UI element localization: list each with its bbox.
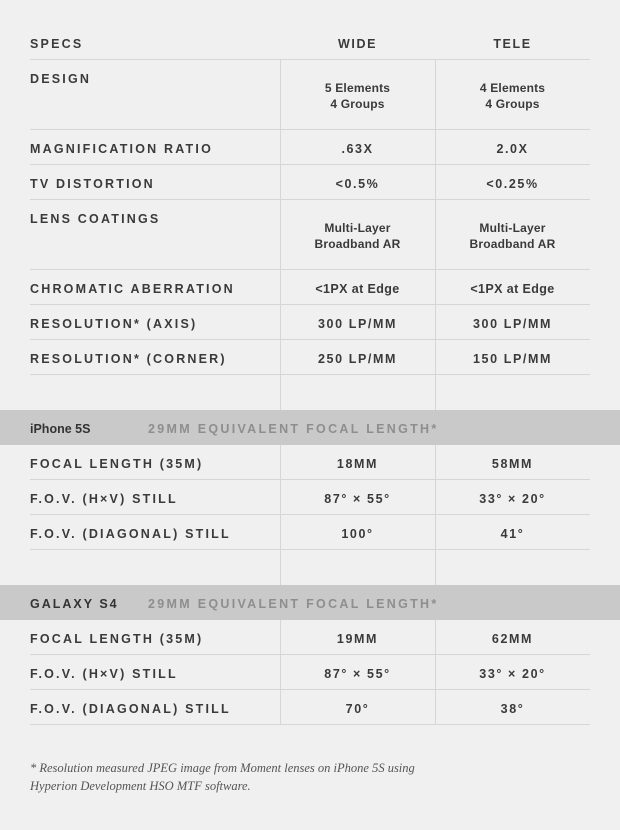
spec-label: TV DISTORTION: [30, 177, 155, 191]
spec-label: FOCAL LENGTH (35M): [30, 457, 204, 471]
wide-value: 87° × 55°: [324, 667, 391, 681]
tele-value: 62MM: [491, 632, 534, 646]
wide-value: 250 LP/MM: [318, 352, 397, 366]
wide-value: <1PX at Edge: [315, 282, 400, 296]
tele-value: 150 LP/MM: [473, 352, 552, 366]
spec-label: F.O.V. (DIAGONAL) STILL: [30, 702, 231, 716]
spec-row-magnification: [30, 130, 590, 165]
spec-label: F.O.V. (H×V) STILL: [30, 492, 178, 506]
wide-value: 19MM: [336, 632, 379, 646]
tele-value: 41°: [500, 527, 525, 541]
specs-header-label: SPECS: [30, 37, 84, 51]
spec-row-resolution-corner: [30, 340, 590, 375]
iphone-row-fov-diagonal: [30, 515, 590, 550]
wide-value: 18MM: [336, 457, 379, 471]
spec-row-resolution-axis: [30, 305, 590, 340]
tele-value: <1PX at Edge: [470, 282, 555, 296]
wide-value: 100°: [341, 527, 374, 541]
spec-label: FOCAL LENGTH (35M): [30, 632, 204, 646]
equivalent-focal-length: 29MM EQUIVALENT FOCAL LENGTH*: [148, 422, 439, 436]
spec-label: RESOLUTION* (AXIS): [30, 317, 198, 331]
wide-value: 87° × 55°: [324, 492, 391, 506]
spec-label: F.O.V. (DIAGONAL) STILL: [30, 527, 231, 541]
galaxy-section-header: [0, 585, 620, 620]
wide-column-header: WIDE: [337, 37, 378, 51]
spec-label: LENS COATINGS: [30, 212, 161, 226]
wide-value: .63X: [341, 142, 374, 156]
footnote: [30, 759, 510, 795]
spec-row-design: [30, 60, 590, 130]
wide-value: <0.5%: [335, 177, 380, 191]
specs-header-row: [30, 25, 590, 60]
tele-value: 38°: [500, 702, 525, 716]
tele-column-header: TELE: [493, 37, 532, 51]
spec-label: DESIGN: [30, 72, 92, 86]
device-name: GALAXY S4: [30, 597, 119, 611]
footnote-line: Hyperion Development HSO MTF software.: [30, 779, 251, 793]
spec-row-lens-coatings: [30, 200, 590, 270]
tele-value: 4 Elements 4 Groups: [479, 81, 546, 111]
spec-row-tv-distortion: [30, 165, 590, 200]
wide-value: 300 LP/MM: [318, 317, 397, 331]
footnote-line: * Resolution measured JPEG image from Moment lenses on iPhone 5S using: [30, 761, 415, 775]
iphone-row-fov-hxv: [30, 480, 590, 515]
tele-value: 33° × 20°: [479, 667, 546, 681]
iphone-section-header: [0, 410, 620, 445]
tele-value: 58MM: [491, 457, 534, 471]
tele-value: Multi-Layer Broadband AR: [469, 221, 556, 251]
tele-value: 2.0X: [496, 142, 529, 156]
wide-value: Multi-Layer Broadband AR: [314, 221, 401, 251]
spec-label: MAGNIFICATION RATIO: [30, 142, 213, 156]
iphone-row-focal-length: [30, 445, 590, 480]
galaxy-row-fov-diagonal: [30, 690, 590, 725]
wide-value: 5 Elements 4 Groups: [324, 81, 391, 111]
tele-value: 33° × 20°: [479, 492, 546, 506]
tele-value: <0.25%: [486, 177, 539, 191]
galaxy-row-fov-hxv: [30, 655, 590, 690]
wide-value: 70°: [345, 702, 370, 716]
galaxy-row-focal-length: [30, 620, 590, 655]
spec-label: RESOLUTION* (CORNER): [30, 352, 227, 366]
spec-label: CHROMATIC ABERRATION: [30, 282, 235, 296]
tele-value: 300 LP/MM: [473, 317, 552, 331]
spec-label: F.O.V. (H×V) STILL: [30, 667, 178, 681]
equivalent-focal-length: 29MM EQUIVALENT FOCAL LENGTH*: [148, 597, 439, 611]
spec-row-chromatic-aberration: [30, 270, 590, 305]
device-name: iPhone 5S: [30, 422, 91, 436]
